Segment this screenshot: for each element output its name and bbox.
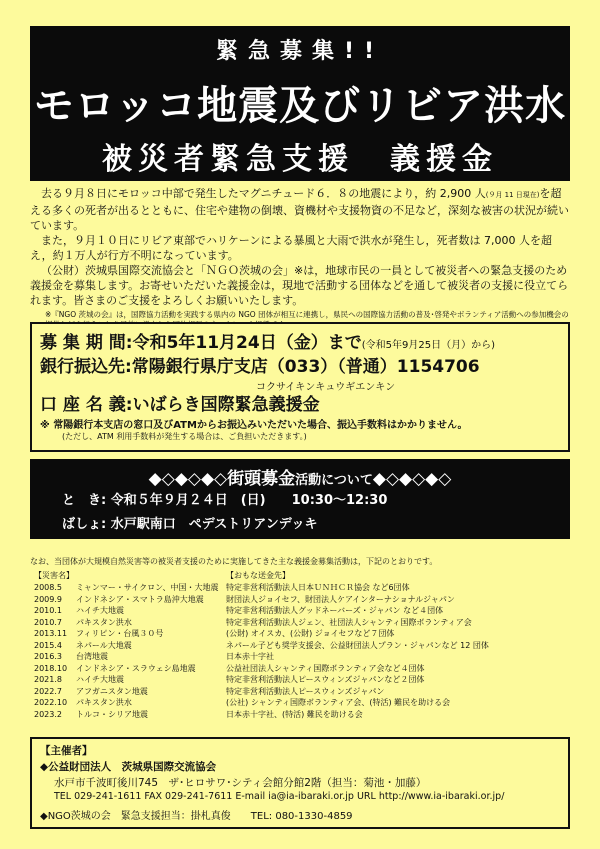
street-title-main: 街頭募金 <box>227 469 296 489</box>
street-fundraising-box <box>30 459 570 539</box>
history-header <box>30 570 570 582</box>
organizer-2: ◆NGO茨城の会 緊急支援担当：掛札真俊 TEL: 080-1330-4859 <box>40 811 353 822</box>
account-value: :いばらき国際緊急義援金 <box>125 395 320 415</box>
history-dest: 日本赤十字社 <box>226 652 274 661</box>
history-row <box>30 628 570 640</box>
intro-paragraph-3: （公財）茨城県国際交流協会と「ＮＧＯ茨城の会」※は，地球市民の一員として被災者への緊急支援のため義援金を募集します。お寄せいただいた義援金は，現地で活動する団体などを通して被災者の支援に役立てられます。皆さまのご支援をよろしくお願いいたします。 <box>30 264 569 307</box>
period-row <box>40 328 495 353</box>
account-kana: コクサイキンキュウギエンキン <box>256 382 396 393</box>
title-banner <box>30 26 570 181</box>
history-date: 2016.3 <box>34 652 62 661</box>
history-disaster: インドネシア・スラウェシ島地震 <box>76 663 196 673</box>
history-dest: (公財) オイスカ、(公財) ジョイセフなど７団体 <box>226 629 395 638</box>
intro-p1-date: (９月 11 日現在) <box>485 191 540 199</box>
history-date: 2022.7 <box>34 686 62 696</box>
history-table <box>30 570 570 720</box>
history-dest: 財団法人ジョイセフ、財団法人ケアインターナショナルジャパン <box>226 594 455 604</box>
deco-left: ◆◇◆◇◆◇ <box>148 469 228 489</box>
fee-note: ※ 常陽銀行本支店の窓口及びATMからお振込みいただいた場合、振込手数料はかかりません。 <box>40 420 468 431</box>
when-label: と き <box>62 493 102 508</box>
history-row <box>30 605 570 617</box>
period-from: (令和5年9月25日（月）から) <box>361 340 495 351</box>
history-row <box>30 651 570 663</box>
history-row <box>30 640 570 652</box>
bank-label: 銀行振込先 <box>40 357 125 377</box>
history-date: 2008.5 <box>34 583 62 592</box>
history-dest: 特定非営利活動法人日本ＵＮＨＣＲ協会 など6団体 <box>226 583 410 592</box>
main-title: モロッコ地震及びリビア洪水 <box>33 83 567 129</box>
history-disaster: パキスタン洪水 <box>76 617 132 627</box>
history-row <box>30 709 570 721</box>
history-date: 2010.7 <box>34 617 62 627</box>
where-value: : 水戸駅南口 ペデストリアンデッキ <box>101 517 318 532</box>
history-disaster: アフガニスタン地震 <box>76 686 148 696</box>
when-value: : 令和５年９月２４日 (日) 10:30～12:30 <box>101 493 388 508</box>
history-row <box>30 697 570 709</box>
account-label: 口 座 名 義 <box>40 395 126 415</box>
history-rows <box>30 582 570 720</box>
history-dest: (公社) シャンティ国際ボランティア会、(特活) 難民を助ける会 <box>226 698 451 707</box>
bank-row <box>40 352 480 377</box>
organizer-box <box>30 737 570 829</box>
atm-note: (ただし、ATM 利用手数料が発生する場合は、ご負担いただきます。) <box>62 432 307 441</box>
history-disaster: パキスタン洪水 <box>76 698 132 707</box>
history-date: 2015.4 <box>34 640 62 650</box>
history-date: 2010.1 <box>34 606 62 615</box>
organizer-title: 【主催者】 <box>40 745 93 757</box>
history-dest: 特定非営利活動法人グッドネーバーズ・ジャパン など４団体 <box>226 606 444 615</box>
period-label: 募 集 期 間 <box>40 333 126 353</box>
history-disaster: トルコ・シリア地震 <box>76 709 148 719</box>
intro-paragraph-2: また，９月１０日にリビア東部でハリケーンによる暴風と大雨で洪水が発生し，死者数は 7,000 人を超え，約１万人が行方不明になっています。 <box>30 234 553 262</box>
ngo-note: ※『NGO 茨城の会』は，国際協力活動を実践する県内の NGO 団体が相互に連携し，県民への国際協力活動の普及･啓発やボランティア活動への参加機会の <box>45 310 569 319</box>
history-date: 2018.10 <box>34 663 68 673</box>
header-disaster: 【災害名】 <box>34 571 74 580</box>
organizer-1: ◆公益財団法人 茨城県国際交流協会 <box>40 761 217 773</box>
history-dest: 日本赤十字社、(特活) 難民を助ける会 <box>226 709 363 719</box>
street-title-sub: 活動について <box>295 473 373 488</box>
intro-text <box>30 186 570 330</box>
history-row <box>30 686 570 698</box>
history-date: 2022.10 <box>34 698 68 707</box>
donation-info-box <box>30 322 570 452</box>
history-dest: ネパール子ども奨学支援会、公益財団法人プラン・ジャパンなど 12 団体 <box>226 640 489 650</box>
history-row <box>30 674 570 686</box>
organizer-contact: TEL 029-241-1611 FAX 029-241-7611 E-mail ia@ia-ibaraki.or.jp URL http://www.ia-ibaraki.or.jp/ <box>54 791 505 802</box>
when-row <box>62 489 387 508</box>
history-disaster: ハイチ大地震 <box>76 606 124 615</box>
intro-paragraph-1 <box>30 186 570 233</box>
history-disaster: インドネシア・スマトラ島沖大地震 <box>76 594 204 604</box>
history-disaster: 台湾地震 <box>76 652 108 661</box>
sub-title: 被災者緊急支援 義援金 <box>102 142 498 177</box>
intro-p1-main: 去る９月８日にモロッコ中部で発生したマグニチュード６．８の地震により，約 2,900 人 <box>41 187 486 200</box>
history-preface: なお、当団体が大規模自然災害等の被災者支援のために実施してきた主な義援金募集活動は，下記のとおりです。 <box>30 557 438 566</box>
history-row <box>30 617 570 629</box>
history-dest: 公益社団法人シャンティ国際ボランティア会など４団体 <box>226 663 425 673</box>
history-disaster: ミャンマー・サイクロン、中国・大地震 <box>76 583 219 592</box>
history-disaster: ネパール大地震 <box>76 640 132 650</box>
account-row <box>40 390 320 415</box>
history-disaster: フィリピン・台風３０号 <box>76 629 164 638</box>
where-label: ばしょ <box>62 517 102 532</box>
history-date: 2009.9 <box>34 594 62 604</box>
deco-right: ◆◇◆◇◆◇ <box>372 469 452 489</box>
history-disaster: ハイチ大地震 <box>76 675 124 684</box>
period-value: :令和5年11月24日（金）まで <box>125 333 362 353</box>
history-date: 2023.2 <box>34 709 62 719</box>
history-date: 2013.11 <box>34 629 68 638</box>
history-row <box>30 594 570 606</box>
history-dest: 特定非営利活動法人ジェン、社団法人シャンティ国際ボランティア会 <box>226 617 472 627</box>
where-row <box>62 513 317 532</box>
street-title <box>32 464 568 489</box>
history-date: 2021.8 <box>34 675 62 684</box>
history-dest: 特定非営利活動法人ピースウィンズジャパンなど２団体 <box>226 675 425 684</box>
history-dest: 特定非営利活動法人ピースウィンズジャパン <box>226 686 385 696</box>
history-row <box>30 663 570 675</box>
history-row <box>30 582 570 594</box>
intro-p1-rest: を超える多くの死者が出るとともに、住宅や建物の倒壊、資機材や支援物資の不足など，深刻な被害の状況が続いています。 <box>30 187 569 232</box>
urgent-heading: 緊急募集!! <box>215 39 385 64</box>
header-dest: 【おもな送金先】 <box>226 571 290 580</box>
bank-value: :常陽銀行県庁支店（033）（普通）1154706 <box>125 357 480 377</box>
organizer-address: 水戸市千波町後川745 ザ･ヒロサワ･シティ会館分館2階（担当：菊池・加藤） <box>54 777 427 789</box>
